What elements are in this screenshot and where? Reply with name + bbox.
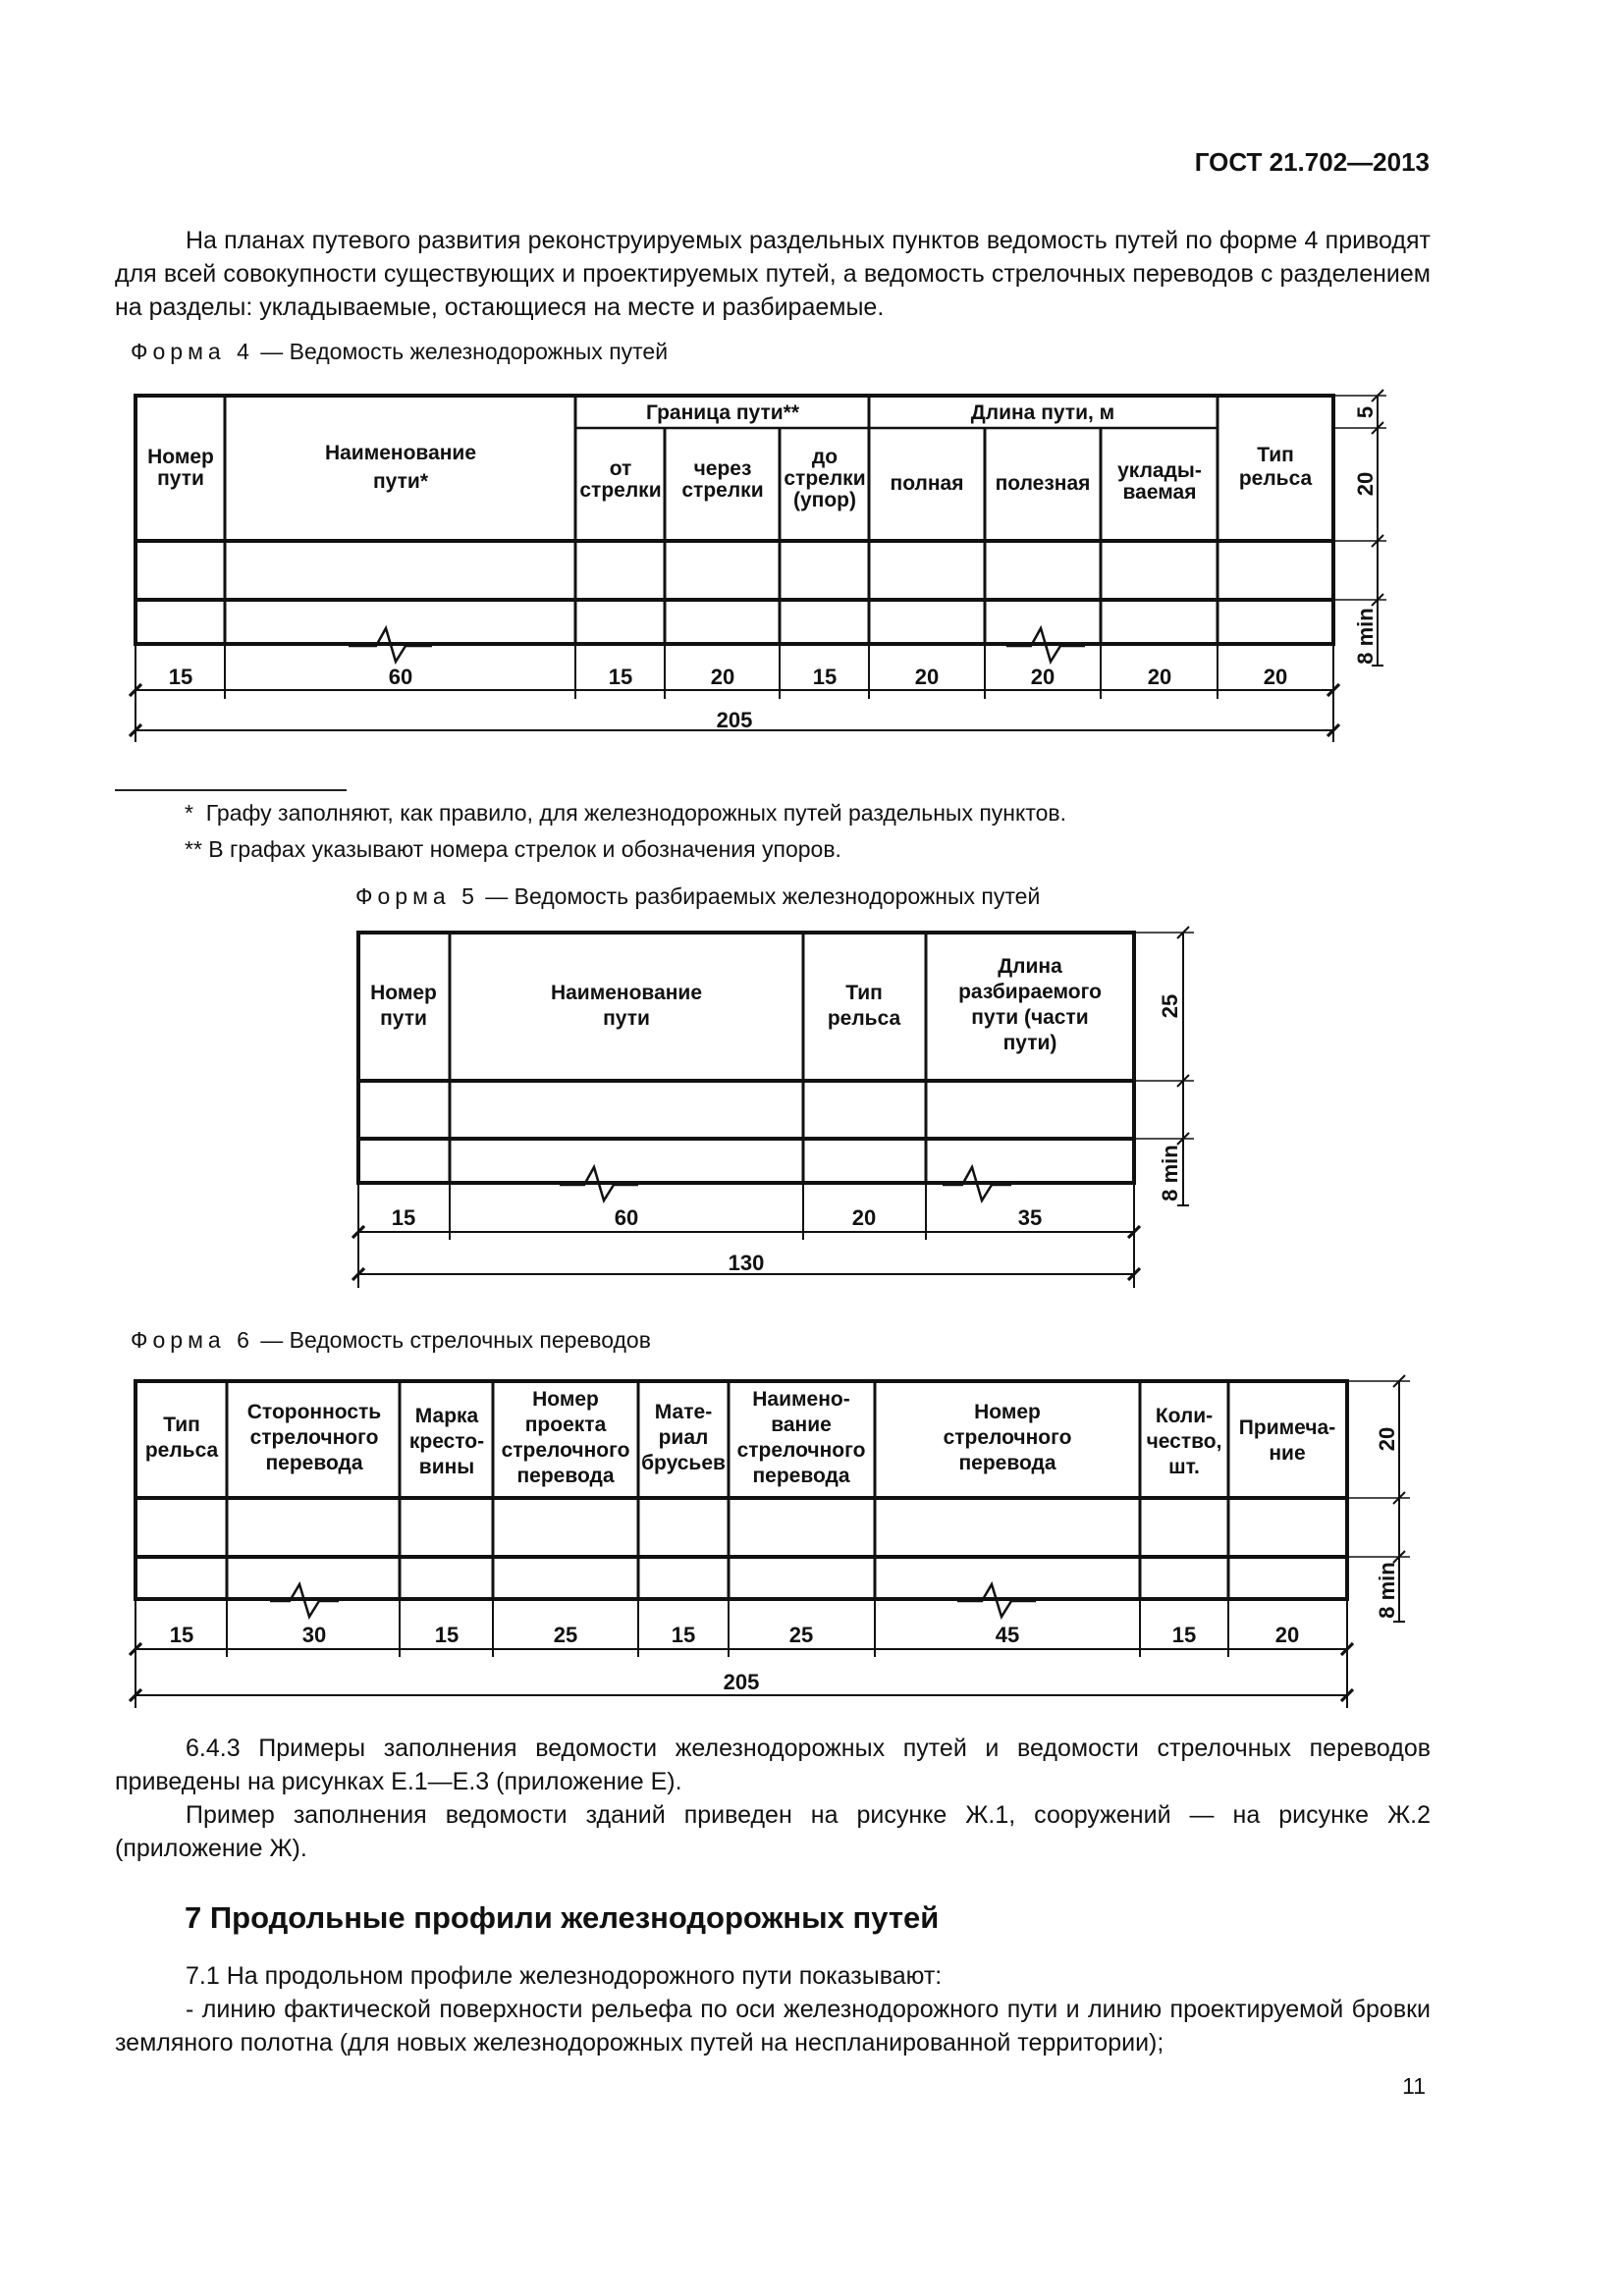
f4-h-do-1: до [811, 446, 839, 468]
f4-h-poleznaya: полезная [995, 472, 1091, 495]
f6-w-3: 15 [434, 1623, 460, 1647]
f5-h-dim-1: 25 [1158, 993, 1182, 1019]
f4-h-ot-1: от [609, 457, 632, 480]
f6-h-nomerpr-3: стрелочного [501, 1439, 630, 1462]
f5-h-tip-2: рельса [827, 1007, 901, 1030]
intro-text: На планах путевого развития реконструируемых раздельных пунктов ведомость путей по форме 4 приводят для всей совокупности существующих и проектируемых путей, а ведомость стрелочных переводов с разделением на разделы: укладываемые, остающиеся на месте и разбираемые. [115, 227, 1431, 321]
footnote-1-text: Графу заполняют, как правило, для железнодорожных путей раздельных пунктов. [205, 800, 1067, 826]
f6-h-nomerper-3: перевода [958, 1452, 1056, 1474]
f6-h-kol-3: шт. [1168, 1456, 1200, 1478]
f6-w-1: 15 [169, 1623, 194, 1647]
f6-h-nomerpr-2: проекта [524, 1414, 607, 1436]
form4-caption-text: — Ведомость железнодорожных путей [253, 339, 669, 364]
f4-w-8: 20 [1147, 665, 1172, 689]
footnote-separator [115, 789, 347, 791]
f6-w-8: 15 [1171, 1623, 1197, 1647]
f6-h-material-2: риал [658, 1426, 709, 1449]
f5-h-dlina-3: пути (части [971, 1006, 1089, 1029]
f5-h-naim-2: пути [603, 1007, 650, 1030]
footnote-2 [185, 836, 841, 863]
f6-h-tip-1: Тип [163, 1414, 200, 1436]
f6-h-prim-1: Примеча- [1238, 1416, 1336, 1439]
f6-h-storon-1: Сторонность [246, 1401, 382, 1423]
f4-h-dim-1: 5 [1353, 405, 1378, 419]
form6-table [135, 1381, 1347, 1617]
f5-h-nomer-1: Номер [370, 982, 437, 1004]
f6-h-storon-2: стрелочного [249, 1426, 379, 1449]
f6-h-nomerpr-1: Номер [532, 1388, 599, 1411]
f4-h-ukladyv-1: уклады- [1117, 459, 1202, 482]
f6-h-material-1: Мате- [654, 1401, 713, 1423]
f6-h-marka-1: Марка [414, 1405, 479, 1427]
f5-h-naim-1: Наименование [550, 982, 703, 1004]
paragraph-71: 7.1 На продольном профиле железнодорожного пути показывают: [186, 1962, 943, 1990]
f4-h-naim-2: пути* [373, 470, 428, 493]
f4-h-cherez-1: через [693, 457, 752, 480]
f5-h-dlina-2: разбираемого [958, 981, 1102, 1003]
f4-w-5: 15 [812, 665, 838, 689]
paragraph-643 [115, 1732, 1431, 1865]
form6-caption [131, 1327, 651, 1354]
f6-h-naimen-2: вание [771, 1414, 832, 1436]
f4-h-cherez-2: стрелки [681, 479, 764, 502]
f6-h-tip-2: рельса [144, 1439, 219, 1462]
f6-h-nomerper-1: Номер [974, 1401, 1041, 1423]
f4-total-width: 205 [716, 708, 753, 732]
f4-h-dim-3: 8 min [1353, 608, 1378, 665]
f4-h-dim-2: 20 [1353, 471, 1378, 497]
f6-h-material-3: брусьев [641, 1452, 726, 1474]
f4-h-do-2: стрелки [784, 467, 866, 490]
f6-h-kol-1: Коли- [1155, 1405, 1214, 1427]
f4-h-nomer-1: Номер [147, 446, 214, 468]
f4-h-tip-2: рельса [1238, 467, 1313, 490]
f4-w-9: 20 [1263, 665, 1288, 689]
section-7-heading: 7 Продольные профили железнодорожных путей [185, 1900, 940, 1935]
f6-w-4: 25 [553, 1623, 578, 1647]
f5-h-nomer-2: пути [380, 1007, 427, 1030]
f4-h-ukladyv-2: ваемая [1122, 481, 1197, 504]
f4-w-3: 15 [608, 665, 633, 689]
footnote-1 [185, 800, 1066, 827]
footnote-1-mark: * [185, 800, 193, 826]
f4-h-nomer-2: пути [157, 467, 204, 490]
f5-h-dlina-1: Длина [998, 955, 1062, 978]
f4-h-granica: Граница пути** [645, 401, 800, 424]
f6-h-dim-2: 8 min [1375, 1562, 1399, 1619]
f5-total-width: 130 [728, 1251, 765, 1275]
f6-h-prim-2: ние [1269, 1442, 1306, 1465]
f6-h-naimen-3: стрелочного [736, 1439, 866, 1462]
form5-dimension-labels [392, 994, 1182, 1275]
f5-w-3: 20 [851, 1205, 877, 1230]
f6-h-naimen-1: Наимено- [752, 1388, 850, 1411]
f6-h-storon-3: перевода [265, 1452, 363, 1474]
f6-h-kol-2: чество, [1146, 1430, 1222, 1453]
paragraph-643-example: Пример заполнения ведомости зданий приведен на рисунке Ж.1, сооружений — на рисунке Ж.2 (приложение Ж). [115, 1801, 1431, 1862]
form4-table [135, 396, 1333, 662]
f4-h-do-3: (упор) [792, 489, 857, 511]
form5-caption-text: — Ведомость разбираемых железнодорожных путей [478, 883, 1041, 909]
f5-h-dlina-4: пути) [1002, 1032, 1057, 1054]
f6-h-marka-2: кресто- [408, 1430, 485, 1453]
f4-h-polnaya: полная [890, 472, 964, 495]
form6-caption-label: Форма 6 [131, 1327, 254, 1353]
f6-w-7: 45 [995, 1623, 1020, 1647]
form5-caption [355, 883, 1040, 910]
f5-w-2: 60 [614, 1205, 639, 1230]
f6-total-width: 205 [723, 1670, 760, 1694]
f5-w-4: 35 [1017, 1205, 1043, 1230]
f6-h-marka-3: вины [418, 1456, 475, 1478]
form4-dimensions [135, 390, 1386, 742]
form4-caption-label: Форма 4 [131, 339, 254, 364]
f6-w-5: 15 [671, 1623, 696, 1647]
f6-w-9: 20 [1274, 1623, 1300, 1647]
f5-h-dim-2: 8 min [1158, 1145, 1182, 1201]
form5-caption-label: Форма 5 [355, 883, 479, 909]
f4-w-4: 20 [710, 665, 735, 689]
form6-caption-text: — Ведомость стрелочных переводов [253, 1327, 651, 1353]
f4-w-6: 20 [914, 665, 940, 689]
form5-table [358, 933, 1134, 1201]
page-number: 11 [1402, 2073, 1426, 2099]
f4-w-2: 60 [388, 665, 413, 689]
footnote-2-mark: ** [185, 836, 202, 862]
list-item-1: - линию фактической поверхности рельефа по оси железнодорожного пути и линию проектируемой бровки земляного полотна (для новых железнодорожных путей на неспланированной территории); [115, 1996, 1431, 2056]
f6-h-nomerper-2: стрелочного [943, 1426, 1072, 1449]
f6-w-2: 30 [301, 1623, 327, 1647]
f6-h-naimen-4: перевода [752, 1465, 850, 1487]
f4-h-tip-1: Тип [1257, 444, 1294, 466]
f4-w-1: 15 [168, 665, 193, 689]
paragraph-643-text: 6.4.3 Примеры заполнения ведомости железнодорожных путей и ведомости стрелочных переводов приведены на рисунках Е.1—Е.3 (приложение Е). [115, 1735, 1431, 1795]
section-7-body [115, 1959, 1431, 2059]
document-code: ГОСТ 21.702—2013 [1194, 147, 1430, 177]
f6-h-dim-1: 20 [1375, 1426, 1399, 1452]
f4-h-naim-1: Наименование [324, 442, 477, 464]
f4-h-ot-2: стрелки [579, 479, 662, 502]
f6-h-nomerpr-4: перевода [516, 1465, 615, 1487]
f6-w-6: 25 [788, 1623, 814, 1647]
f5-h-tip-1: Тип [845, 982, 883, 1004]
footnote-2-text: В графах указывают номера стрелок и обозначения упоров. [208, 836, 841, 862]
f4-h-dlina: Длина пути, м [970, 401, 1115, 424]
f5-w-1: 15 [391, 1205, 416, 1230]
f4-w-7: 20 [1030, 665, 1056, 689]
